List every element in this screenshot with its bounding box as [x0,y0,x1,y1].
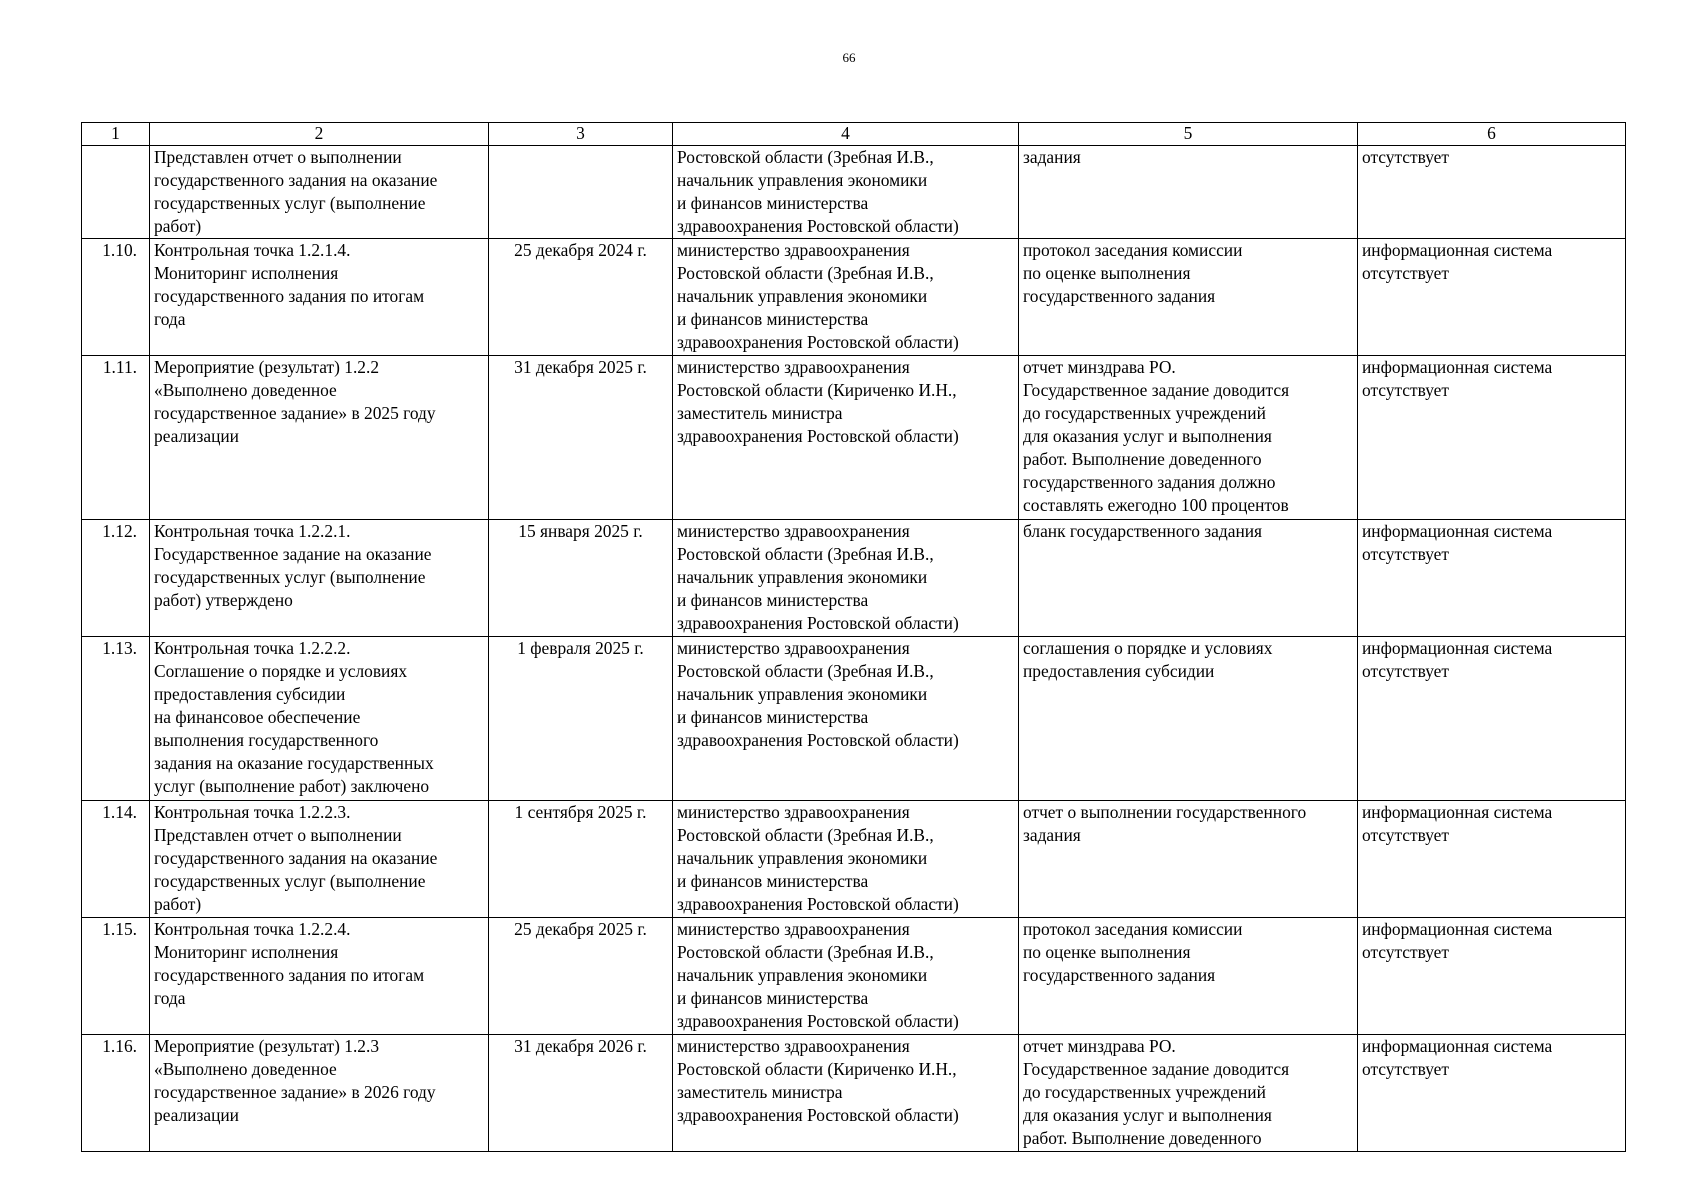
responsible-cell: министерство здравоохранения Ростовской области (Зребная И.В., начальник управления экономики и финансов министерства здравоохранения Ростовской области) [673,801,1019,918]
table-row [82,637,1626,801]
system-cell: информационная система отсутствует [1358,520,1626,637]
row-number: 1.14. [82,801,150,918]
system-cell: отсутствует [1358,146,1626,239]
responsible-cell: министерство здравоохранения Ростовской области (Зребная И.В., начальник управления экономики и финансов министерства здравоохранения Ростовской области) [673,239,1019,356]
date-cell: 25 декабря 2024 г. [489,239,673,356]
responsible-cell: Ростовской области (Зребная И.В., начальник управления экономики и финансов министерства здравоохранения Ростовской области) [673,146,1019,239]
date-cell [489,146,673,239]
responsible-cell: министерство здравоохранения Ростовской области (Зребная И.В., начальник управления экономики и финансов министерства здравоохранения Ростовской области) [673,520,1019,637]
responsible-cell: министерство здравоохранения Ростовской области (Зребная И.В., начальник управления экономики и финансов министерства здравоохранения Ростовской области) [673,637,1019,801]
document-cell: задания [1019,146,1358,239]
table-row [82,239,1626,356]
event-cell: Мероприятие (результат) 1.2.3 «Выполнено доведенное государственное задание» в 2026 году реализации [150,1035,489,1152]
row-number: 1.11. [82,356,150,520]
table-row [82,146,1626,239]
row-number: 1.13. [82,637,150,801]
row-number [82,146,150,239]
row-number: 1.15. [82,918,150,1035]
date-cell: 31 декабря 2025 г. [489,356,673,520]
event-cell: Контрольная точка 1.2.2.3. Представлен отчет о выполнении государственного задания на оказание государственных услуг (выполнение работ) [150,801,489,918]
column-header: 4 [673,123,1019,146]
column-header: 1 [82,123,150,146]
table-row [82,520,1626,637]
event-cell: Представлен отчет о выполнении государственного задания на оказание государственных услуг (выполнение работ) [150,146,489,239]
date-cell: 25 декабря 2025 г. [489,918,673,1035]
document-cell: отчет минздрава РО. Государственное задание доводится до государственных учреждений для оказания услуг и выполнения работ. Выполнение доведенного государственного задания должно составлять ежегодно 100 процентов [1019,356,1358,520]
table-row [82,356,1626,520]
system-cell: информационная система отсутствует [1358,637,1626,801]
document-cell: протокол заседания комиссии по оценке выполнения государственного задания [1019,239,1358,356]
date-cell: 1 февраля 2025 г. [489,637,673,801]
responsible-cell: министерство здравоохранения Ростовской области (Кириченко И.Н., заместитель министра здравоохранения Ростовской области) [673,356,1019,520]
event-cell: Мероприятие (результат) 1.2.2 «Выполнено доведенное государственное задание» в 2025 году реализации [150,356,489,520]
event-cell: Контрольная точка 1.2.2.1. Государственное задание на оказание государственных услуг (выполнение работ) утверждено [150,520,489,637]
date-cell: 1 сентября 2025 г. [489,801,673,918]
column-header: 2 [150,123,489,146]
responsible-cell: министерство здравоохранения Ростовской области (Кириченко И.Н., заместитель министра здравоохранения Ростовской области) [673,1035,1019,1152]
row-number: 1.12. [82,520,150,637]
table-row [82,918,1626,1035]
system-cell: информационная система отсутствует [1358,801,1626,918]
event-cell: Контрольная точка 1.2.1.4. Мониторинг исполнения государственного задания по итогам года [150,239,489,356]
table-row [82,1035,1626,1152]
column-header: 5 [1019,123,1358,146]
event-cell: Контрольная точка 1.2.2.2. Соглашение о порядке и условиях предоставления субсидии на финансовое обеспечение выполнения государственного задания на оказание государственных услуг (выполнение работ) заключено [150,637,489,801]
table-row [82,801,1626,918]
date-cell: 31 декабря 2026 г. [489,1035,673,1152]
system-cell: информационная система отсутствует [1358,239,1626,356]
document-cell: отчет о выполнении государственного задания [1019,801,1358,918]
system-cell: информационная система отсутствует [1358,356,1626,520]
event-cell: Контрольная точка 1.2.2.4. Мониторинг исполнения государственного задания по итогам года [150,918,489,1035]
control-points-table [81,122,1626,1152]
document-cell: отчет минздрава РО. Государственное задание доводится до государственных учреждений для оказания услуг и выполнения работ. Выполнение доведенного [1019,1035,1358,1152]
system-cell: информационная система отсутствует [1358,1035,1626,1152]
date-cell: 15 января 2025 г. [489,520,673,637]
system-cell: информационная система отсутствует [1358,918,1626,1035]
responsible-cell: министерство здравоохранения Ростовской области (Зребная И.В., начальник управления экономики и финансов министерства здравоохранения Ростовской области) [673,918,1019,1035]
table-header-row [82,123,1626,146]
column-header: 3 [489,123,673,146]
document-cell: соглашения о порядке и условиях предоставления субсидии [1019,637,1358,801]
row-number: 1.10. [82,239,150,356]
document-cell: протокол заседания комиссии по оценке выполнения государственного задания [1019,918,1358,1035]
column-header: 6 [1358,123,1626,146]
document-cell: бланк государственного задания [1019,520,1358,637]
page-number: 66 [842,50,856,65]
row-number: 1.16. [82,1035,150,1152]
